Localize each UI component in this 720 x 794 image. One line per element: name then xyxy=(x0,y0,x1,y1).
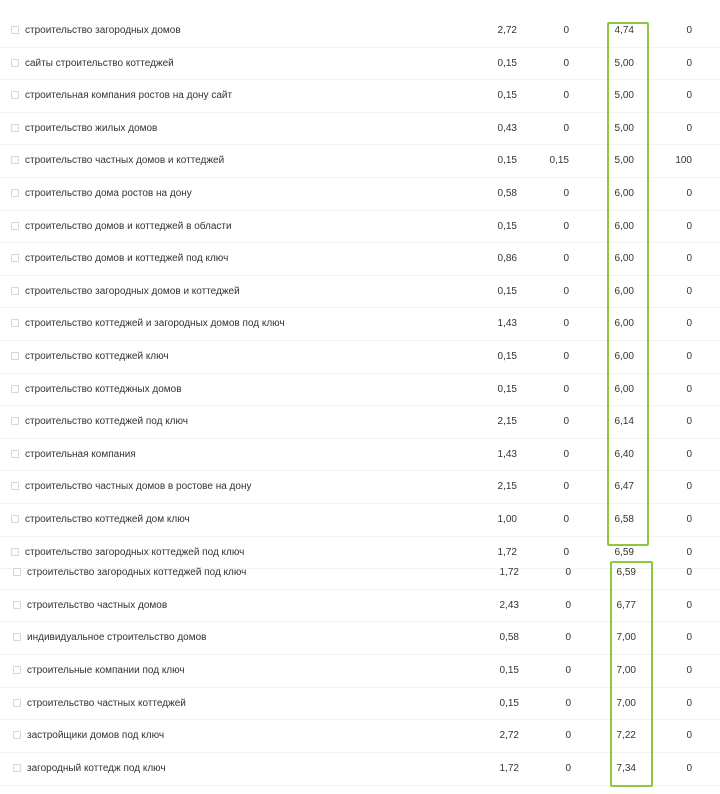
value-cell-4: 0 xyxy=(686,763,692,775)
value-cell-4: 0 xyxy=(686,350,692,362)
value-cell-1: 0,15 xyxy=(499,697,519,709)
value-cell-4: 0 xyxy=(686,665,692,677)
row-checkbox[interactable] xyxy=(11,287,19,295)
value-cell-3: 6,00 xyxy=(614,350,634,362)
keyword-cell: строительство жилых домов xyxy=(25,122,158,134)
value-cell-3: 7,00 xyxy=(616,632,636,644)
value-cell-3: 6,00 xyxy=(614,253,634,265)
keyword-cell: строительство коттеджей ключ xyxy=(25,350,169,362)
value-cell-3: 5,00 xyxy=(614,122,634,134)
row-checkbox[interactable] xyxy=(11,26,19,34)
value-cell-1: 1,72 xyxy=(499,567,519,578)
value-cell-3: 6,40 xyxy=(614,448,634,460)
keyword-cell: строительство частных домов xyxy=(27,599,168,611)
value-cell-3: 6,77 xyxy=(616,599,636,611)
value-cell-2: 0 xyxy=(563,350,569,362)
value-cell-3: 7,22 xyxy=(616,730,636,742)
value-cell-4: 0 xyxy=(686,546,692,558)
keyword-cell: строительство коттеджей и загородных домов под ключ xyxy=(25,318,285,330)
table-row[interactable] xyxy=(0,80,720,113)
value-cell-4: 0 xyxy=(686,599,692,611)
value-cell-2: 0 xyxy=(563,318,569,330)
keyword-cell: строительная компания xyxy=(25,448,136,460)
row-checkbox[interactable] xyxy=(11,91,19,99)
row-checkbox[interactable] xyxy=(11,482,19,490)
row-checkbox[interactable] xyxy=(11,548,19,556)
value-cell-4: 0 xyxy=(686,25,692,36)
table-row[interactable] xyxy=(0,406,720,439)
table-row[interactable] xyxy=(0,374,720,407)
value-cell-2: 0 xyxy=(565,632,571,644)
row-checkbox[interactable] xyxy=(11,124,19,132)
keyword-cell: строительство коттеджных домов xyxy=(25,383,182,395)
table-row[interactable] xyxy=(0,113,720,146)
keyword-cell: строительные компании под ключ xyxy=(27,665,185,677)
table-row[interactable] xyxy=(0,720,720,753)
table-row[interactable] xyxy=(0,655,720,688)
value-cell-4: 0 xyxy=(686,187,692,199)
table-row[interactable] xyxy=(0,341,720,374)
value-cell-1: 0,58 xyxy=(499,632,519,644)
value-cell-1: 2,15 xyxy=(497,416,517,428)
value-cell-1: 1,72 xyxy=(499,763,519,775)
keyword-cell: строительство коттеджей дом ключ xyxy=(25,513,190,525)
row-checkbox[interactable] xyxy=(11,385,19,393)
value-cell-2: 0 xyxy=(563,383,569,395)
value-cell-1: 0,15 xyxy=(499,665,519,677)
keyword-cell: строительная компания ростов на дону сайт xyxy=(25,90,233,102)
value-cell-3: 7,00 xyxy=(616,697,636,709)
value-cell-2: 0 xyxy=(565,665,571,677)
row-checkbox[interactable] xyxy=(11,222,19,230)
value-cell-2: 0 xyxy=(563,220,569,232)
keyword-cell: строительство дома ростов на дону xyxy=(25,187,192,199)
value-cell-2: 0 xyxy=(563,253,569,265)
row-checkbox[interactable] xyxy=(11,59,19,67)
value-cell-1: 1,43 xyxy=(497,448,517,460)
keyword-cell: строительство загородных коттеджей под ключ xyxy=(25,546,245,558)
value-cell-1: 0,15 xyxy=(497,285,517,297)
value-cell-2: 0 xyxy=(563,546,569,558)
value-cell-3: 6,00 xyxy=(614,383,634,395)
keyword-cell: загородный коттедж под ключ xyxy=(27,763,166,775)
value-cell-4: 0 xyxy=(686,220,692,232)
table-row[interactable] xyxy=(0,471,720,504)
row-checkbox[interactable] xyxy=(11,156,19,164)
table-row[interactable] xyxy=(0,308,720,341)
keyword-cell: строительство коттеджей под ключ xyxy=(25,416,189,428)
value-cell-3: 6,59 xyxy=(614,546,634,558)
value-cell-2: 0 xyxy=(565,599,571,611)
table-row[interactable] xyxy=(0,504,720,537)
table-row[interactable] xyxy=(0,145,720,178)
value-cell-3: 6,14 xyxy=(614,416,634,428)
table-row[interactable] xyxy=(0,48,720,81)
value-cell-1: 2,72 xyxy=(497,25,517,36)
value-cell-4: 100 xyxy=(675,155,692,167)
value-cell-1: 0,15 xyxy=(497,220,517,232)
table-row[interactable] xyxy=(0,15,720,48)
value-cell-2: 0 xyxy=(565,567,571,578)
value-cell-1: 2,43 xyxy=(499,599,519,611)
value-cell-3: 5,00 xyxy=(614,155,634,167)
value-cell-4: 0 xyxy=(686,90,692,102)
value-cell-1: 0,86 xyxy=(497,253,517,265)
value-cell-3: 6,47 xyxy=(614,481,634,493)
row-checkbox[interactable] xyxy=(13,601,21,609)
row-checkbox[interactable] xyxy=(13,731,21,739)
value-cell-3: 7,00 xyxy=(616,665,636,677)
table-row[interactable] xyxy=(0,622,720,655)
value-cell-4: 0 xyxy=(686,383,692,395)
value-cell-2: 0 xyxy=(563,513,569,525)
value-cell-4: 0 xyxy=(686,253,692,265)
value-cell-4: 0 xyxy=(686,448,692,460)
keyword-cell: строительство частных домов в ростове на дону xyxy=(25,481,252,493)
value-cell-3: 6,00 xyxy=(614,318,634,330)
row-checkbox[interactable] xyxy=(13,764,21,772)
keyword-cell: строительство частных домов и коттеджей xyxy=(25,155,225,167)
row-checkbox[interactable] xyxy=(11,515,19,523)
value-cell-3: 7,34 xyxy=(616,763,636,775)
keyword-cell: строительство домов и коттеджей в области xyxy=(25,220,232,232)
value-cell-4: 0 xyxy=(686,730,692,742)
value-cell-4: 0 xyxy=(686,285,692,297)
value-cell-2: 0 xyxy=(563,448,569,460)
table-row[interactable] xyxy=(0,557,720,590)
value-cell-2: 0 xyxy=(563,285,569,297)
table-row[interactable] xyxy=(0,276,720,309)
keyword-cell: строительство домов и коттеджей под ключ xyxy=(25,253,229,265)
row-checkbox[interactable] xyxy=(13,633,21,641)
value-cell-3: 5,00 xyxy=(614,90,634,102)
value-cell-2: 0 xyxy=(565,763,571,775)
table-row[interactable] xyxy=(0,753,720,786)
value-cell-1: 2,15 xyxy=(497,481,517,493)
keyword-table-bottom xyxy=(0,557,720,786)
value-cell-4: 0 xyxy=(686,416,692,428)
value-cell-3: 5,00 xyxy=(614,57,634,69)
table-row[interactable] xyxy=(0,211,720,244)
value-cell-1: 1,72 xyxy=(497,546,517,558)
keyword-cell: сайты строительство коттеджей xyxy=(25,57,174,69)
value-cell-3: 6,00 xyxy=(614,285,634,297)
row-checkbox[interactable] xyxy=(11,417,19,425)
row-checkbox[interactable] xyxy=(11,189,19,197)
table-row[interactable] xyxy=(0,688,720,721)
value-cell-1: 1,00 xyxy=(497,513,517,525)
keyword-cell: строительство частных коттеджей xyxy=(27,697,186,709)
value-cell-2: 0 xyxy=(563,90,569,102)
value-cell-1: 1,43 xyxy=(497,318,517,330)
row-checkbox[interactable] xyxy=(11,319,19,327)
row-checkbox[interactable] xyxy=(11,352,19,360)
value-cell-1: 0,15 xyxy=(497,383,517,395)
value-cell-3: 6,00 xyxy=(614,187,634,199)
row-checkbox[interactable] xyxy=(13,568,21,576)
table-row[interactable] xyxy=(0,178,720,211)
value-cell-3: 6,59 xyxy=(616,567,636,578)
value-cell-1: 0,15 xyxy=(497,57,517,69)
value-cell-4: 0 xyxy=(686,697,692,709)
keyword-cell: строительство загородных домов xyxy=(25,25,181,36)
value-cell-3: 6,58 xyxy=(614,513,634,525)
value-cell-1: 0,15 xyxy=(497,350,517,362)
value-cell-1: 0,15 xyxy=(497,155,517,167)
value-cell-4: 0 xyxy=(686,318,692,330)
row-checkbox[interactable] xyxy=(13,699,21,707)
value-cell-1: 0,43 xyxy=(497,122,517,134)
value-cell-1: 0,15 xyxy=(497,90,517,102)
value-cell-3: 6,00 xyxy=(614,220,634,232)
value-cell-2: 0 xyxy=(563,122,569,134)
value-cell-1: 2,72 xyxy=(499,730,519,742)
keyword-table-top xyxy=(0,15,720,569)
value-cell-2: 0 xyxy=(563,25,569,36)
value-cell-2: 0 xyxy=(565,730,571,742)
value-cell-4: 0 xyxy=(686,513,692,525)
row-checkbox[interactable] xyxy=(11,450,19,458)
value-cell-4: 0 xyxy=(686,632,692,644)
table-row[interactable] xyxy=(0,590,720,623)
row-checkbox[interactable] xyxy=(13,666,21,674)
value-cell-1: 0,58 xyxy=(497,187,517,199)
value-cell-2: 0 xyxy=(563,416,569,428)
value-cell-4: 0 xyxy=(686,57,692,69)
value-cell-4: 0 xyxy=(686,567,692,578)
value-cell-2: 0,15 xyxy=(549,155,569,167)
value-cell-2: 0 xyxy=(565,697,571,709)
value-cell-4: 0 xyxy=(686,481,692,493)
table-row[interactable] xyxy=(0,439,720,472)
keyword-cell: строительство загородных коттеджей под ключ xyxy=(27,567,247,578)
table-row[interactable] xyxy=(0,243,720,276)
value-cell-2: 0 xyxy=(563,187,569,199)
keyword-cell: застройщики домов под ключ xyxy=(27,730,165,742)
keyword-cell: индивидуальное строительство домов xyxy=(27,632,207,644)
value-cell-2: 0 xyxy=(563,57,569,69)
value-cell-3: 4,74 xyxy=(614,25,634,36)
keyword-cell: строительство загородных домов и коттеджей xyxy=(25,285,240,297)
value-cell-2: 0 xyxy=(563,481,569,493)
value-cell-4: 0 xyxy=(686,122,692,134)
row-checkbox[interactable] xyxy=(11,254,19,262)
